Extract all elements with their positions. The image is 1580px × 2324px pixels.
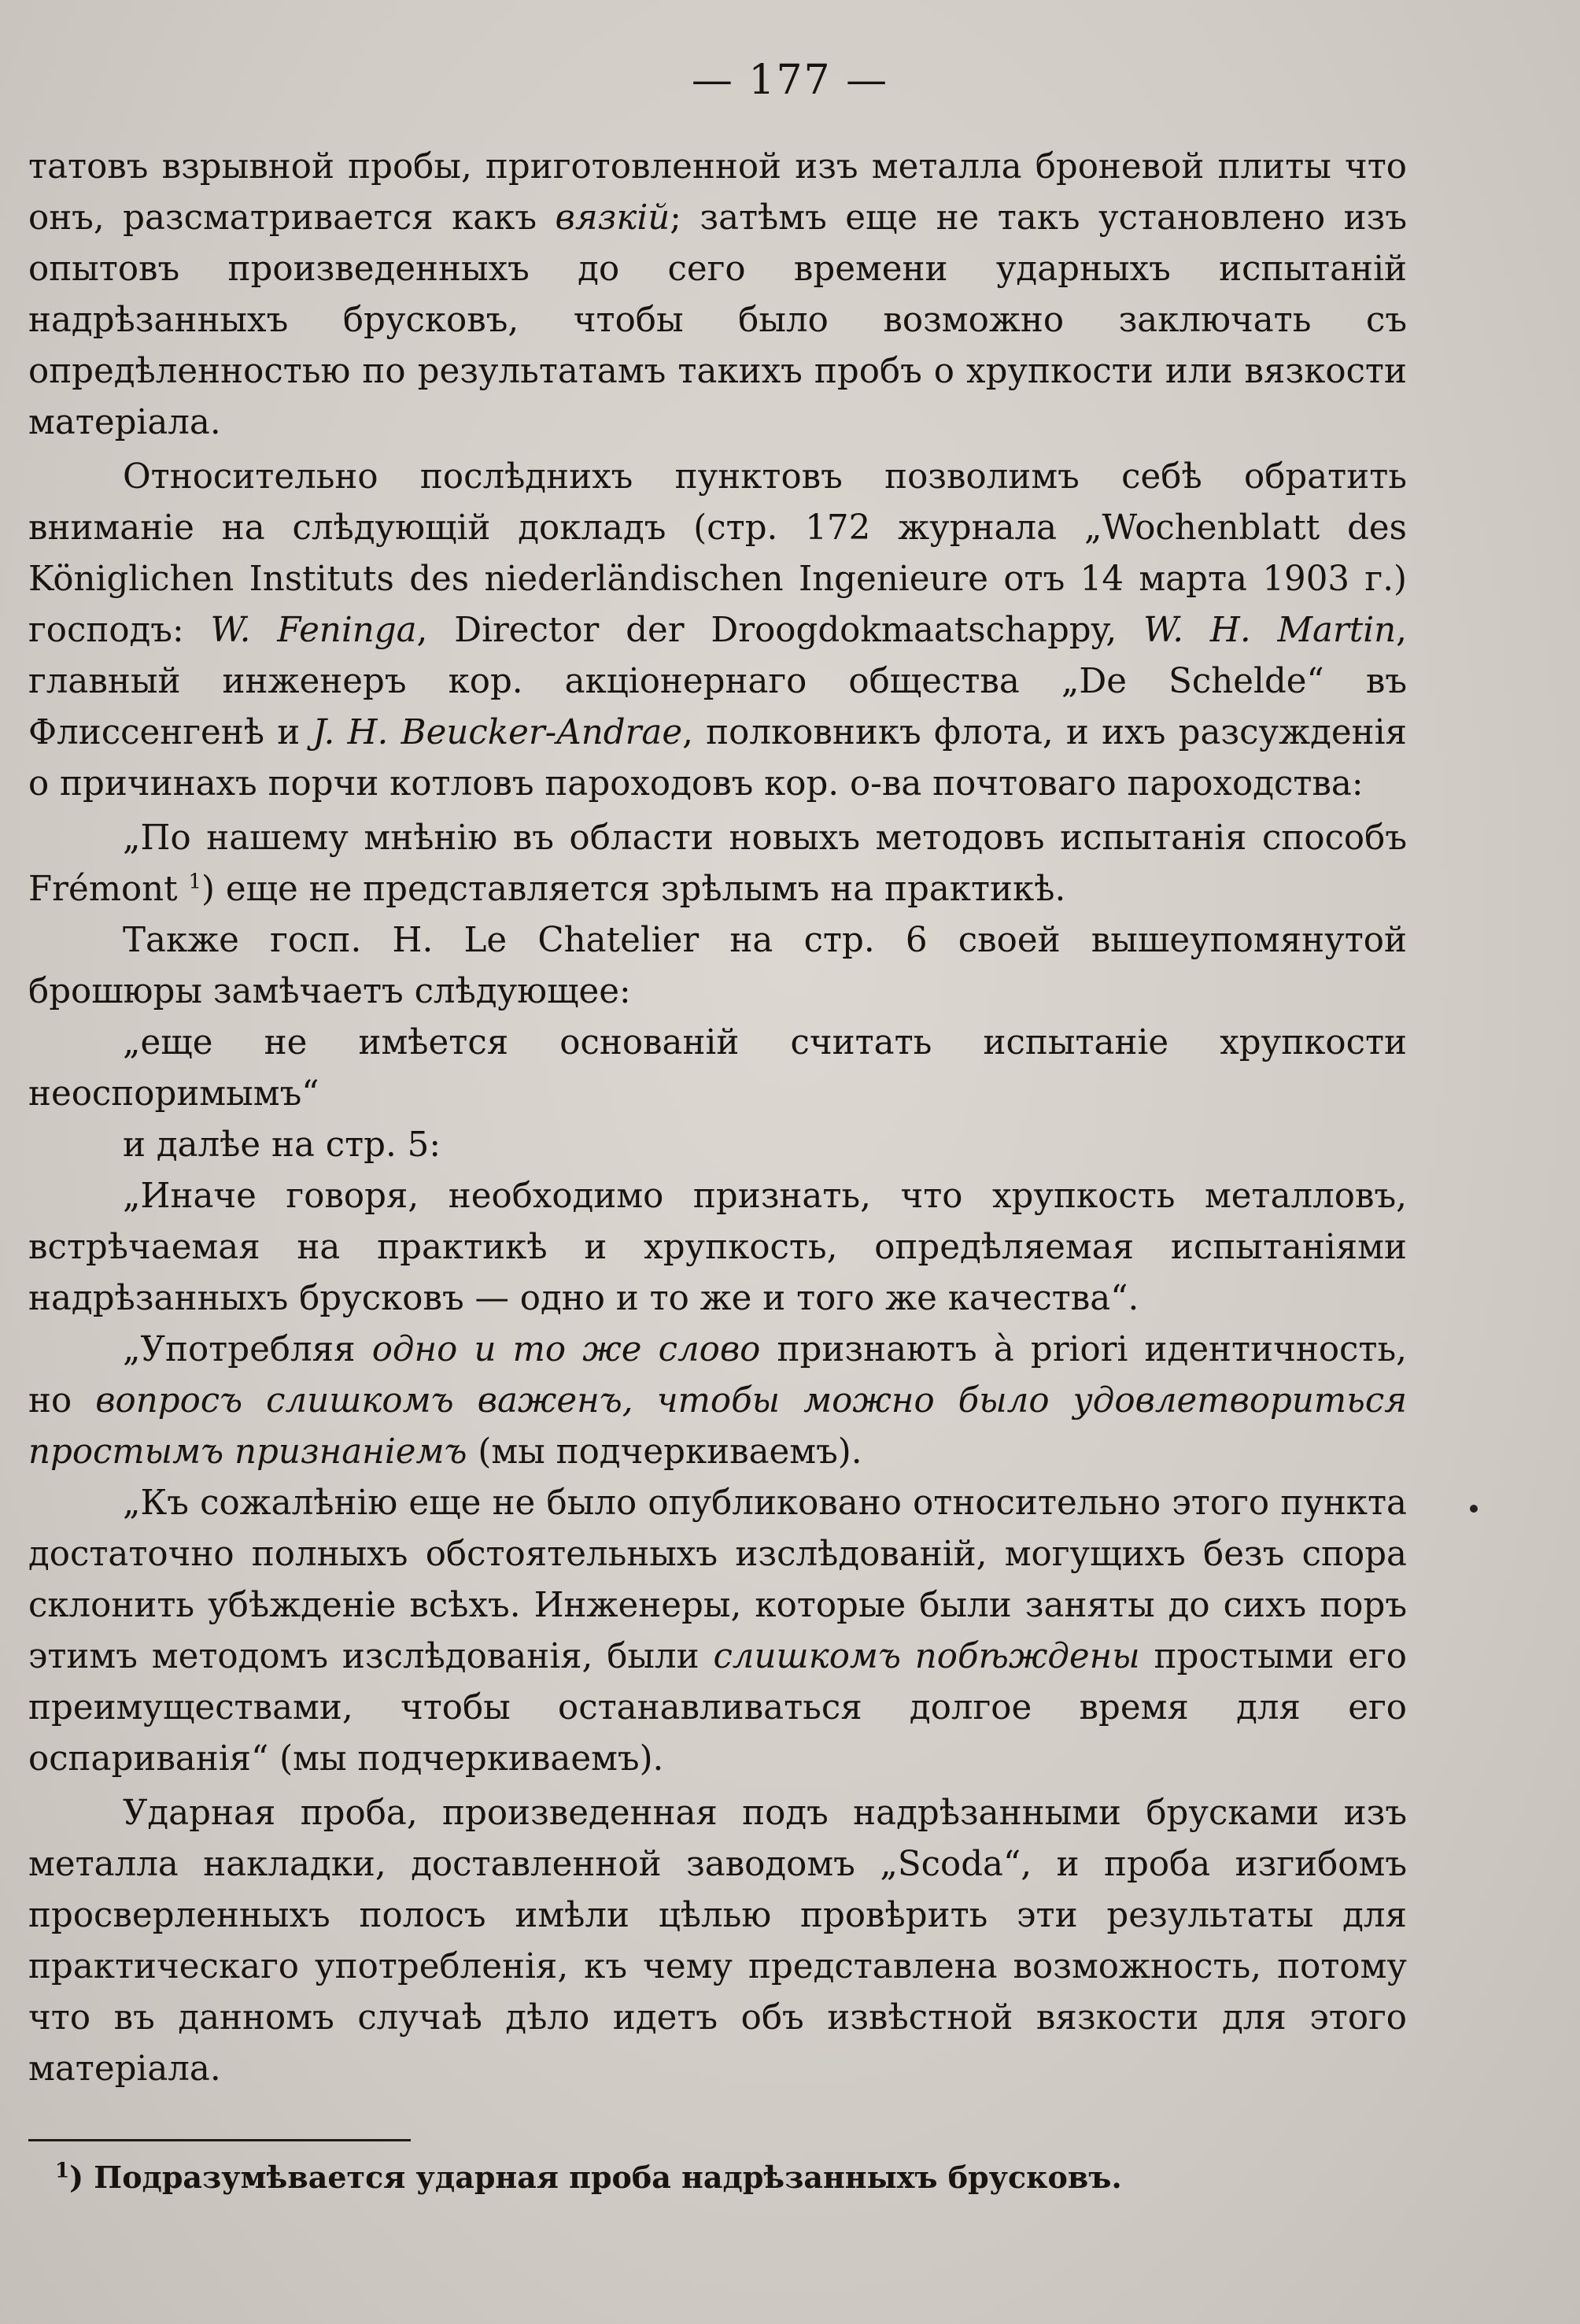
text-run: ) еще не представляется зрѣлымъ на практикѣ. [201,870,1066,909]
text-run: признаютъ à priori идентичность, но [28,1330,1407,1421]
footnote-text: ) Подразумѣвается ударная проба надрѣзанныхъ брусковъ. [69,2160,1122,2195]
paragraph-8-quote [28,1325,1407,1478]
text-run: „Иначе говоря, необходимо признать, что хрупкость металловъ, встрѣчаемая на практикѣ и хрупкость, опредѣляемая испытаніями надрѣзанныхъ брусковъ — одно и то же и того же качества“. [28,1177,1407,1318]
text-run: простыми его преимуществами, чтобы останавливаться долгое время для его оспариванія“ (мы подчеркиваемъ). [28,1637,1407,1779]
text-run: Ударная проба, произведенная подъ надрѣзанными брусками изъ металла накладки, доставленной заводомъ „Scoda“, и проба изгибомъ просверленныхъ полосъ имѣли цѣлью провѣрить эти результаты для практическаго употребленія, къ чему представлена возможность, потому что въ данномъ случаѣ дѣло идетъ объ извѣстной вязкости для этого матеріала. [28,1794,1407,2089]
italic-text: вязкій [555,198,670,238]
text-run: Также госп. H. Le Chatelier на стр. 6 своей вышеупомянутой брошюры замѣчаетъ слѣдующее: [28,921,1407,1011]
body-text [28,142,1407,2095]
paragraph-6 [28,1120,1407,1171]
text-run: , Director der Droogdokmaatschappy, [416,611,1144,650]
text-run: ; затѣмъ еще не такъ установлено изъ опытовъ произведенныхъ до сего времени ударныхъ испытаній надрѣзанныхъ брусковъ, чтобы было возможно заключать съ опредѣленностью по результатамъ такихъ пробъ о хрупкости или вязкости матеріала. [28,198,1407,442]
text-run: „Употребляя [123,1330,372,1369]
paragraph-10 [28,1788,1407,2095]
italic-text: W. H. Martin [1143,611,1397,650]
text-run: (мы подчеркиваемъ). [467,1432,862,1472]
text-run: „еще не имѣется основаній считать испытаніе хрупкости неоспоримымъ“ [28,1023,1407,1114]
footnote-ref: 1 [188,870,202,894]
italic-text: вопросъ слишкомъ важенъ, чтобы можно было удовлетвориться простымъ признаніемъ [28,1381,1407,1472]
margin-speck [1470,1505,1478,1513]
italic-text: слишкомъ побѣждены [713,1637,1140,1676]
paragraph-7-quote [28,1171,1407,1325]
paragraph-5-quote [28,1018,1407,1120]
footnote-marker: 1 [55,2159,70,2183]
page-number: — 177 — [691,57,889,104]
paragraph-9-quote [28,1478,1407,1785]
italic-text: W. Feninga [210,611,417,650]
paragraph-1 [28,142,1407,449]
footnote-divider [28,2139,411,2141]
text-run: , полковникъ флота, и ихъ разсужденія о причинахъ порчи котловъ пароходовъ кор. о-ва почтоваго пароходства: [28,713,1407,804]
text-run: , главный инженеръ кор. акціонернаго общества „De Schelde“ въ Флиссенгенѣ и [28,611,1407,752]
paragraph-3-quote-fremont [28,813,1407,915]
paragraph-4 [28,915,1407,1018]
text-run: „По нашему мнѣнію въ области новыхъ методовъ испытанія способъ Frémont [28,818,1407,909]
paragraph-2 [28,452,1407,810]
text-run: „Къ сожалѣнію еще не было опубликовано относительно этого пункта достаточно полныхъ обстоятельныхъ изслѣдованій, могущихъ безъ спора склонить убѣжденіе всѣхъ. Инженеры, которые были заняты до сихъ поръ этимъ методомъ изслѣдованія, были [28,1483,1407,1676]
text-run: татовъ взрывной пробы, приготовленной изъ металла броневой плиты что онъ, разсматривается какъ [28,147,1407,238]
italic-text: одно и то же слово [371,1330,761,1369]
italic-text: J. H. Beucker-Andrae [312,713,683,752]
text-run: и далѣе на стр. 5: [123,1125,441,1165]
footnote [55,2158,1393,2197]
text-run: Относительно послѣднихъ пунктовъ позволимъ себѣ обратить вниманіе на слѣдующій докладъ (стр. 172 журнала „Wochenblatt des Königlichen Instituts des niederländischen Ingenieure отъ 14 марта 1903 г.) господъ: [28,457,1407,650]
